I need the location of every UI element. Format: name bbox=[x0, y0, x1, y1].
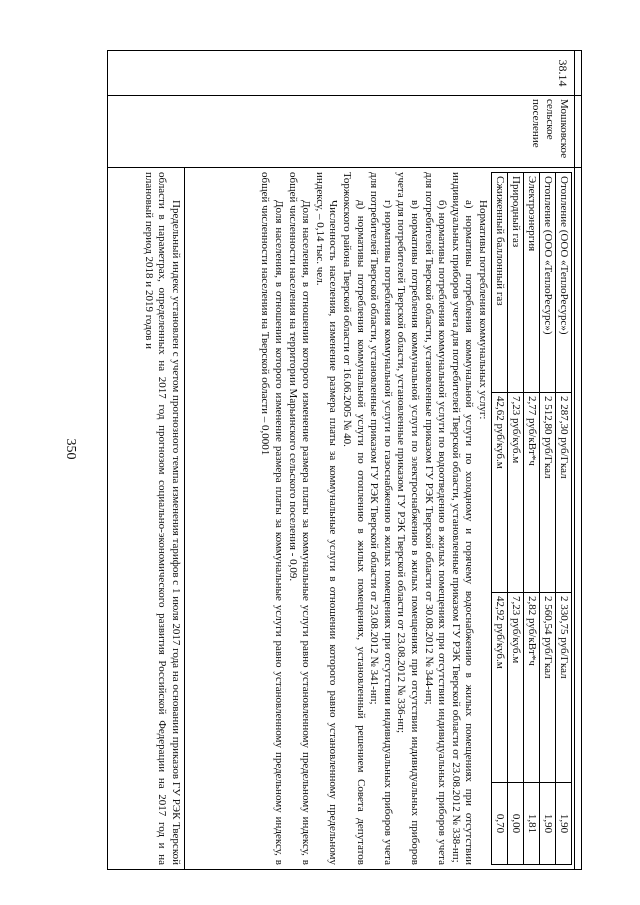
tariff-value-2: 2 330,75 руб/Гкал bbox=[556, 593, 572, 783]
tariff-index: 0,00 bbox=[508, 783, 524, 865]
tariff-name: Отопление (ООО «ТеплоРесурс») bbox=[556, 173, 572, 393]
text-paragraph: г) нормативы потребления коммунальной услуги по газоснабжению в жилых помещениях при отсутствии индивидуальных приборов учета для потребителей Тверской области, установленные приказом ГУ РЭК Тверской области от 23.08.2012 № 341-нп; bbox=[368, 172, 394, 865]
tariff-row bbox=[524, 173, 540, 865]
document-sheet bbox=[107, 50, 582, 870]
tariff-value-2: 7,23 руб/куб.м bbox=[508, 593, 524, 783]
tariff-index: 0,70 bbox=[492, 783, 508, 865]
settlement-name: Мошковское сельское поселение bbox=[108, 96, 575, 168]
table-row bbox=[108, 51, 185, 870]
text-paragraph: Доля населения, в отношении которого изменение размера платы за коммунальные услуги равно установленному предельному индексу, в общей численности населения на территории Марьинского сельского поселения - 0,09. bbox=[286, 172, 313, 865]
tariff-value-1: 2 287,30 руб/Гкал bbox=[556, 393, 572, 593]
tariff-value-1: 2,77 руб/кВт*ч bbox=[524, 393, 540, 593]
text-paragraph: Численность населения, изменение размера платы за коммунальные услуги в отношении которого равно установленному предельному индексу, – 0,14 тыс. чел. bbox=[313, 172, 340, 865]
tariff-name: Природный газ bbox=[508, 173, 524, 393]
tariff-index: 1,90 bbox=[540, 783, 556, 865]
text-paragraph: в) нормативы потребления коммунальной услуги по электроснабжению в жилых помещениях при отсутствии индивидуальных приборов учета для потребителей Тверской области, установленные приказом ГУ РЭК Тверской области от 23.08.2012 № 336-нп; bbox=[395, 172, 422, 865]
text-paragraph: д) нормативы потребления коммунальной услуги по отоплению в жилых помещениях, установленный решением Совета депутатов Торжокского района Тверской области от 16.06.2005 № 40. bbox=[341, 172, 367, 865]
blank-top-row bbox=[575, 51, 582, 870]
footer-paragraph: Предельный индекс установлен с учетом прогнозного темпа изменения тарифов с 1 июля 2017 года на основании приказов ГУ РЭК Тверской области в параметрах, определенных на 2017 год прогнозом социально-экономического развития Российской Федерации на 2017 год и на плановый период 2018 и 2019 годов и bbox=[142, 172, 182, 865]
standards-text bbox=[258, 172, 489, 865]
tariff-row bbox=[540, 173, 556, 865]
tariff-row bbox=[508, 173, 524, 865]
tariff-table bbox=[491, 172, 572, 865]
text-paragraph: б) нормативы потребления коммунальной услуги по водоотведению в жилых помещениях при отсутствии индивидуальных приборов учета для потребителей Тверской области, установленные приказом ГУ РЭК Тверской области от 30.08.2012 № 344-нп; bbox=[422, 172, 449, 865]
tariff-name: Отопление (ООО «ТеплоРесурс») bbox=[540, 173, 556, 393]
text-paragraph: а) нормативы потребления коммунальной услуги по холодному и горячему водоснабжению в жилых помещениях при отсутствии индивидуальных приборов учета для потребителей Тверской области, установленные приказом ГУ РЭК Тверской области от 23.08.2012 № 338-нп; bbox=[449, 172, 476, 865]
tariff-value-1: 2 512,80 руб/Гкал bbox=[540, 393, 556, 593]
text-paragraph: Нормативы потребления коммунальных услуг: bbox=[477, 200, 489, 420]
tariff-row bbox=[492, 173, 508, 865]
tariff-index: 1,90 bbox=[556, 783, 572, 865]
main-table bbox=[107, 50, 582, 870]
tariff-value-2: 2 560,54 руб/Гкал bbox=[540, 593, 556, 783]
page-number: 350 bbox=[63, 438, 78, 460]
tariff-value-1: 7,23 руб/куб.м bbox=[508, 393, 524, 593]
tariff-section bbox=[185, 168, 575, 870]
tariff-name: Сжиженный баллонный газ bbox=[492, 173, 508, 393]
tariff-value-2: 2,82 руб/кВт*ч bbox=[524, 593, 540, 783]
tariff-value-1: 42,62 руб/куб.м bbox=[492, 393, 508, 593]
tariff-value-2: 42,92 руб/куб.м bbox=[492, 593, 508, 783]
text-paragraph: Доля населения, в отношении которого изменение размера платы за коммунальные услуги равно установленному предельному индексу, в общей численности населения на Тверской области – 0,0001 bbox=[259, 172, 286, 865]
table-row bbox=[185, 51, 575, 870]
tariff-name: Электроэнергия bbox=[524, 173, 540, 393]
footer-cell bbox=[108, 168, 185, 870]
tariff-index: 1,81 bbox=[524, 783, 540, 865]
row-number: 38.14 bbox=[108, 51, 575, 96]
tariff-row bbox=[556, 173, 572, 865]
